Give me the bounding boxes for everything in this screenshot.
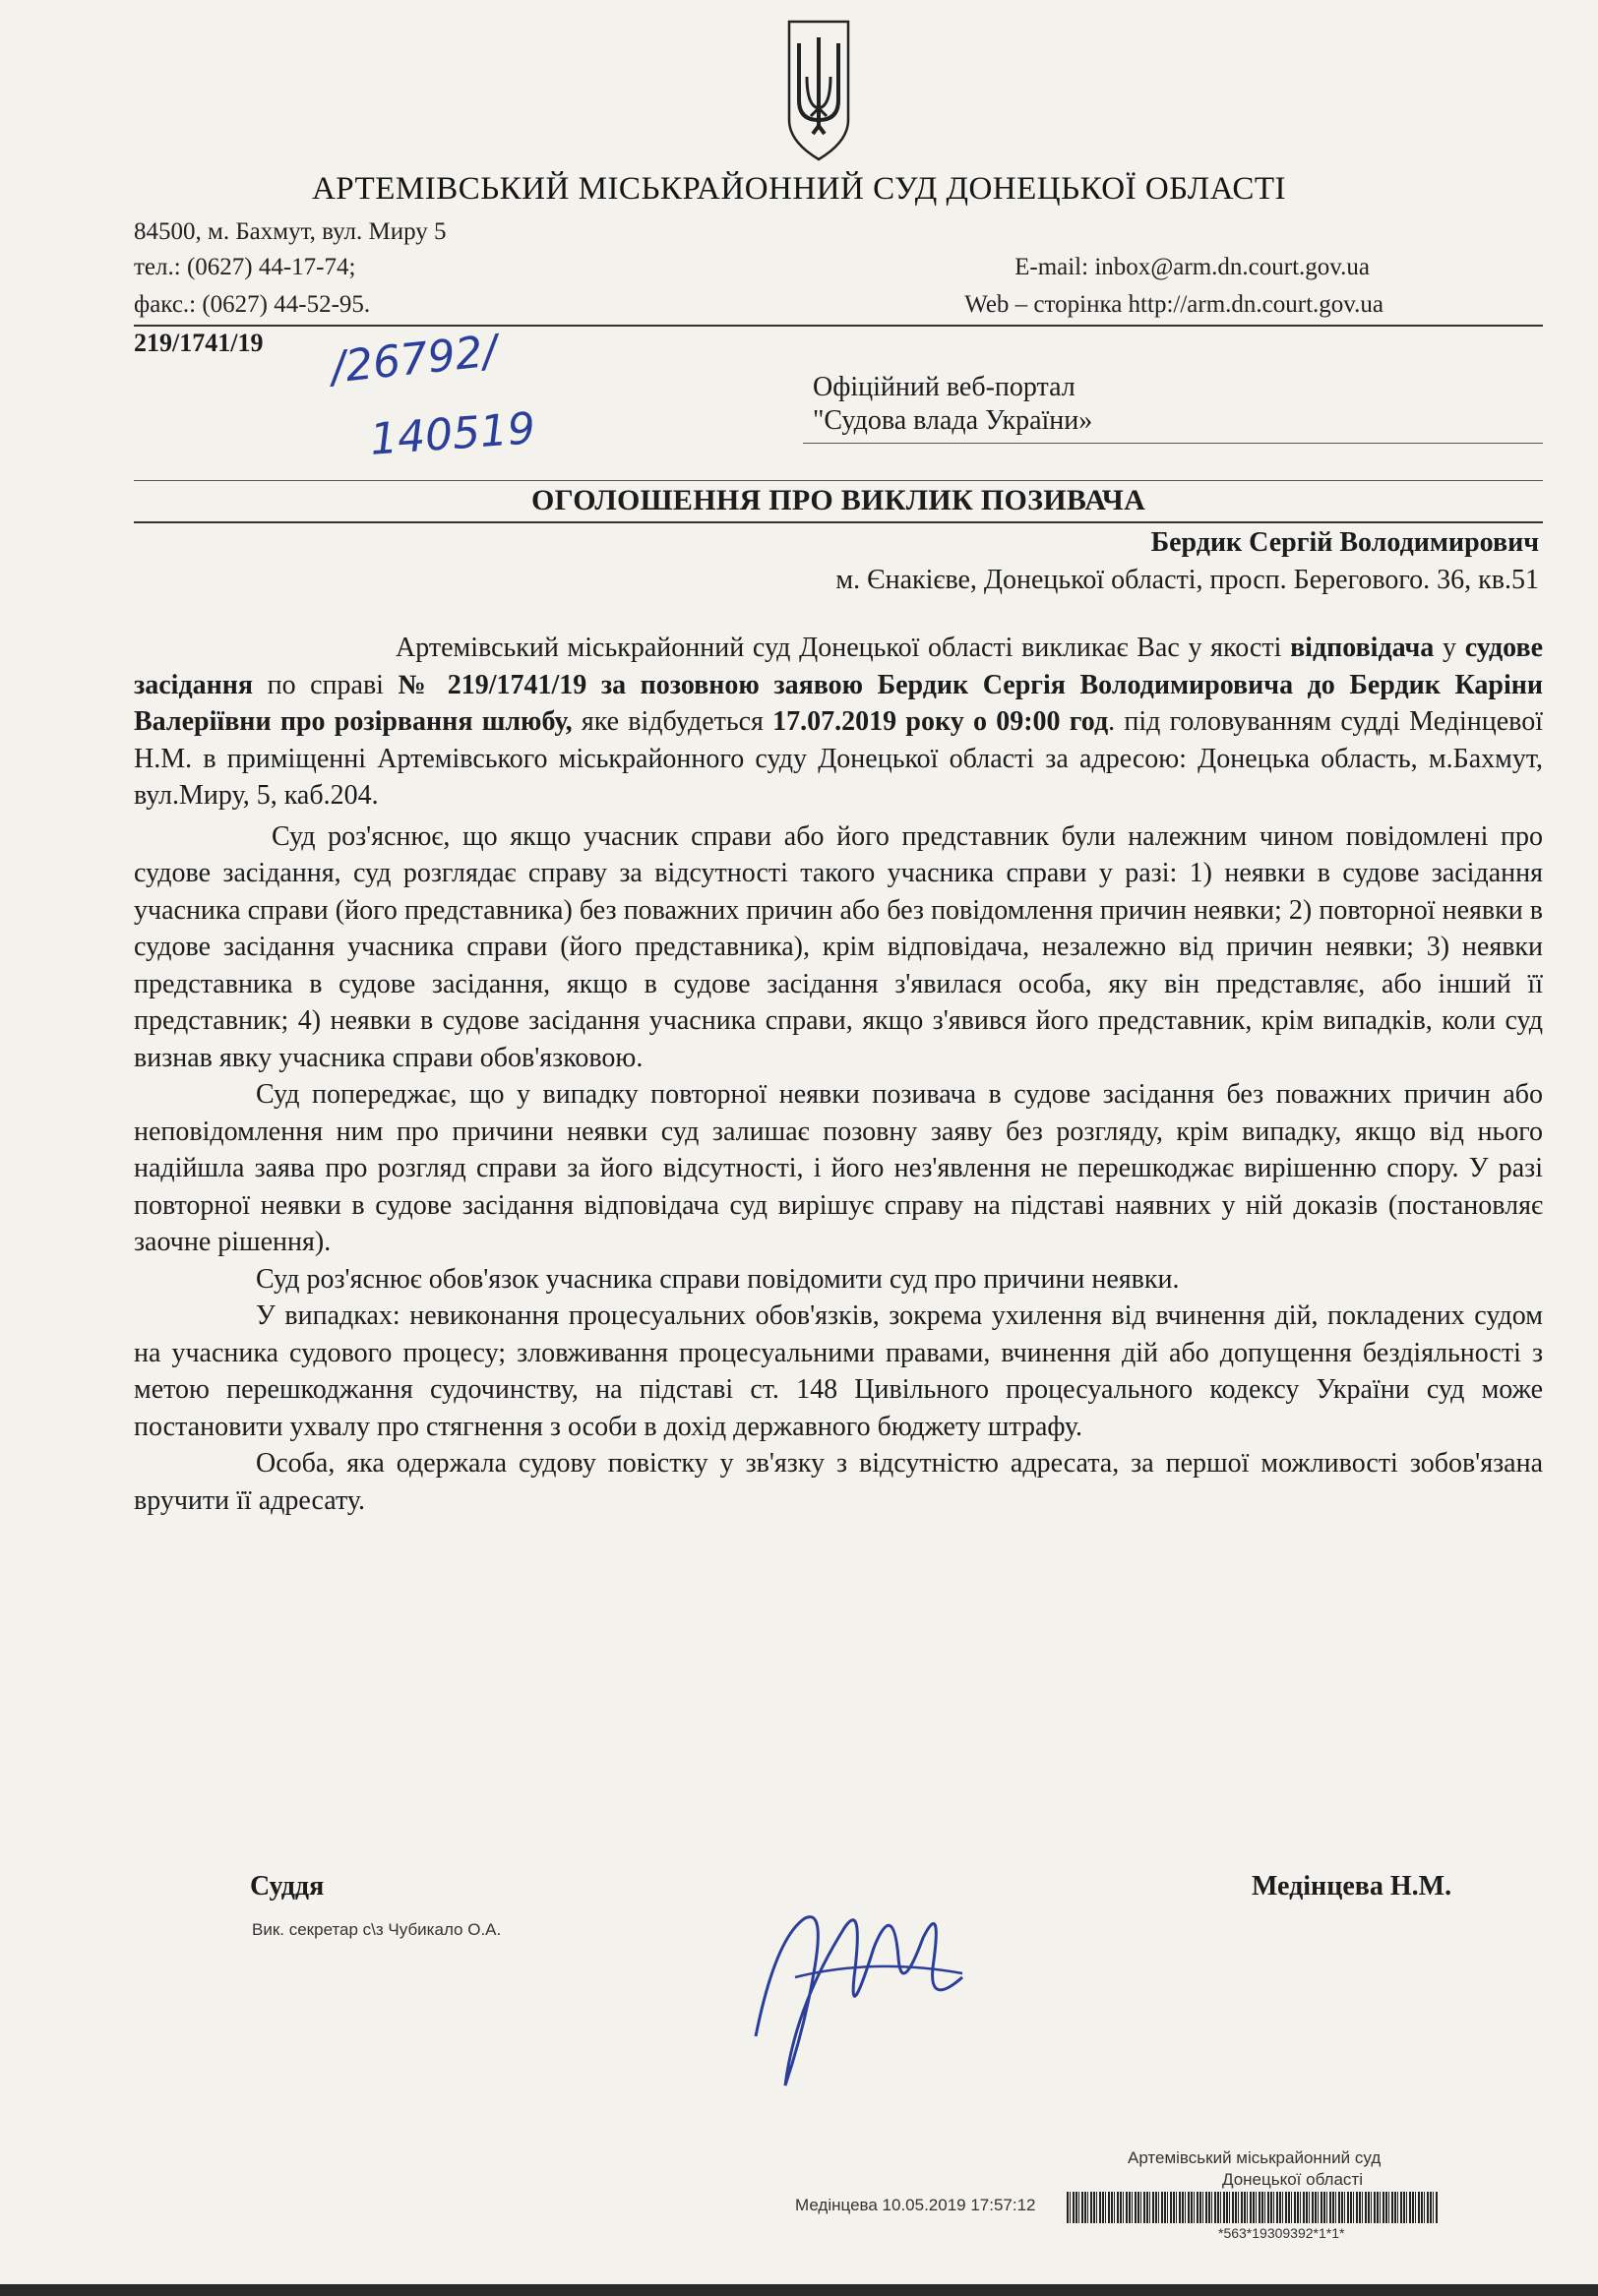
paragraph-obligation: Суд роз'яснює обов'язок учасника справи повідомити суд про причини неявки.	[256, 1263, 1180, 1295]
recipient-line-2: "Судова влада України»	[813, 405, 1093, 436]
paragraph-penalty: У випадках: невиконання процесуальних обов'язків, зокрема ухилення від вчинення дій, покладених судом на учасника судового процесу; зловживання процесуальними правами, вчинення дій або допущення бездіяльності з метою перешкоджання судочинству, на підставі ст. 148 Цивільного процесуального кодексу України суд може постановити ухвалу про стягнення з особи в дохід державного бюджету штрафу.	[134, 1300, 1543, 1442]
title-bottom-rule	[134, 521, 1543, 523]
paragraph-absence: Суд роз'яснює, що якщо учасник справи або його представник були належним чином повідомлені про судове засідання, суд розглядає справу за відсутності такого учасника справи у разі: 1) неявки в судове засідання учасника справи (його представника) без поважних причин або без повідомлення причин неявки; 2) повторної неявки в судове засідання учасника справи (його представника), крім відповідача, незалежно від причин неявки; 3) неявки представника в судове засідання, якщо в судове засідання з'явилася особа, яку він представляє, або інший її представник; 4) неявки в судове засідання учасника справи, якщо з'явився його представник, крім випадків, коли суд визнав явку учасника справи обов'язковою.	[134, 820, 1543, 1073]
court-email: E-mail: inbox@arm.dn.court.gov.ua	[1014, 254, 1370, 280]
case-number: 219/1741/19	[134, 329, 264, 357]
barcode-icon	[1067, 2192, 1439, 2223]
addressee-name: Бердик Сергій Володимирович	[1150, 527, 1539, 558]
judge-name: Медінцева Н.М.	[1252, 1871, 1452, 1902]
stamp-region: Донецької області	[1222, 2170, 1363, 2189]
handwritten-reg-date: 140519	[368, 403, 537, 465]
stamp-signature-meta: Медінцева 10.05.2019 17:57:12	[795, 2196, 1036, 2214]
court-fax: факс.: (0627) 44-52-95.	[134, 291, 371, 318]
paragraph-delivery: Особа, яка одержала судову повістку у зв'язку з відсутністю адресата, за першої можливості зобов'язана вручити її адресату.	[134, 1448, 1543, 1516]
court-address: 84500, м. Бахмут, вул. Миру 5	[134, 218, 447, 245]
recipient-underline	[803, 443, 1543, 444]
signature-icon	[736, 1859, 992, 2115]
notice-body	[134, 630, 1543, 1519]
scan-edge	[0, 2284, 1598, 2296]
recipient-line-1: Офіційний веб-портал	[813, 372, 1076, 402]
paragraph-warning: Суд попереджає, що у випадку повторної неявки позивача в судове засідання без поважних причин або неповідомлення ним про причини неявки суд залишає позовну заяву без розгляду, крім випадку, якщо від нього надійшла заява про розгляд справи за його відсутності, і його нез'явлення не перешкоджає вирішенню спору. У разі повторної неявки в судове засідання відповідача суд вирішує справу на підставі наявних у ній доказів (постановляє заочне рішення).	[134, 1079, 1543, 1257]
secretary-note: Вик. секретар с\з Чубикало О.А.	[252, 1920, 502, 1939]
paragraph-summons: Артемівський міськрайонний суд Донецької області викликає Вас у якості відповідача у судове засідання по справі № 219/1741/19 за позовною заявою Бердик Сергія Володимировича до Бердик Каріни Валеріївни про розірвання шлюбу, яке відбудеться 17.07.2019 року о 09:00 год. під головуванням судді Медінцевої Н.М. в приміщенні Артемівського міськрайонного суду Донецької області за адресою: Донецька область, м.Бахмут, вул.Миру, 5, каб.204.	[134, 633, 1544, 811]
court-phone: тел.: (0627) 44-17-74;	[134, 254, 356, 280]
document-title: ОГОЛОШЕННЯ ПРО ВИКЛИК ПОЗИВАЧА	[530, 484, 1146, 516]
stamp-court-name: Артемівський міськрайонний суд	[1128, 2148, 1382, 2167]
handwritten-reg-number: /26792/	[328, 326, 500, 393]
addressee-address: м. Єнакієве, Донецької області, просп. Берегового. 36, кв.51	[835, 565, 1539, 595]
judge-label: Суддя	[250, 1871, 325, 1902]
title-top-rule	[134, 480, 1543, 481]
court-name-heading: АРТЕМІВСЬКИЙ МІСЬКРАЙОННИЙ СУД ДОНЕЦЬКОЇ ОБЛАСТІ	[311, 171, 1287, 207]
barcode-number: *563*19309392*1*1*	[1218, 2225, 1345, 2241]
court-website: Web – сторінка http://arm.dn.court.gov.ua	[964, 291, 1383, 318]
header-divider	[134, 325, 1543, 327]
trident-emblem-icon	[783, 18, 854, 163]
